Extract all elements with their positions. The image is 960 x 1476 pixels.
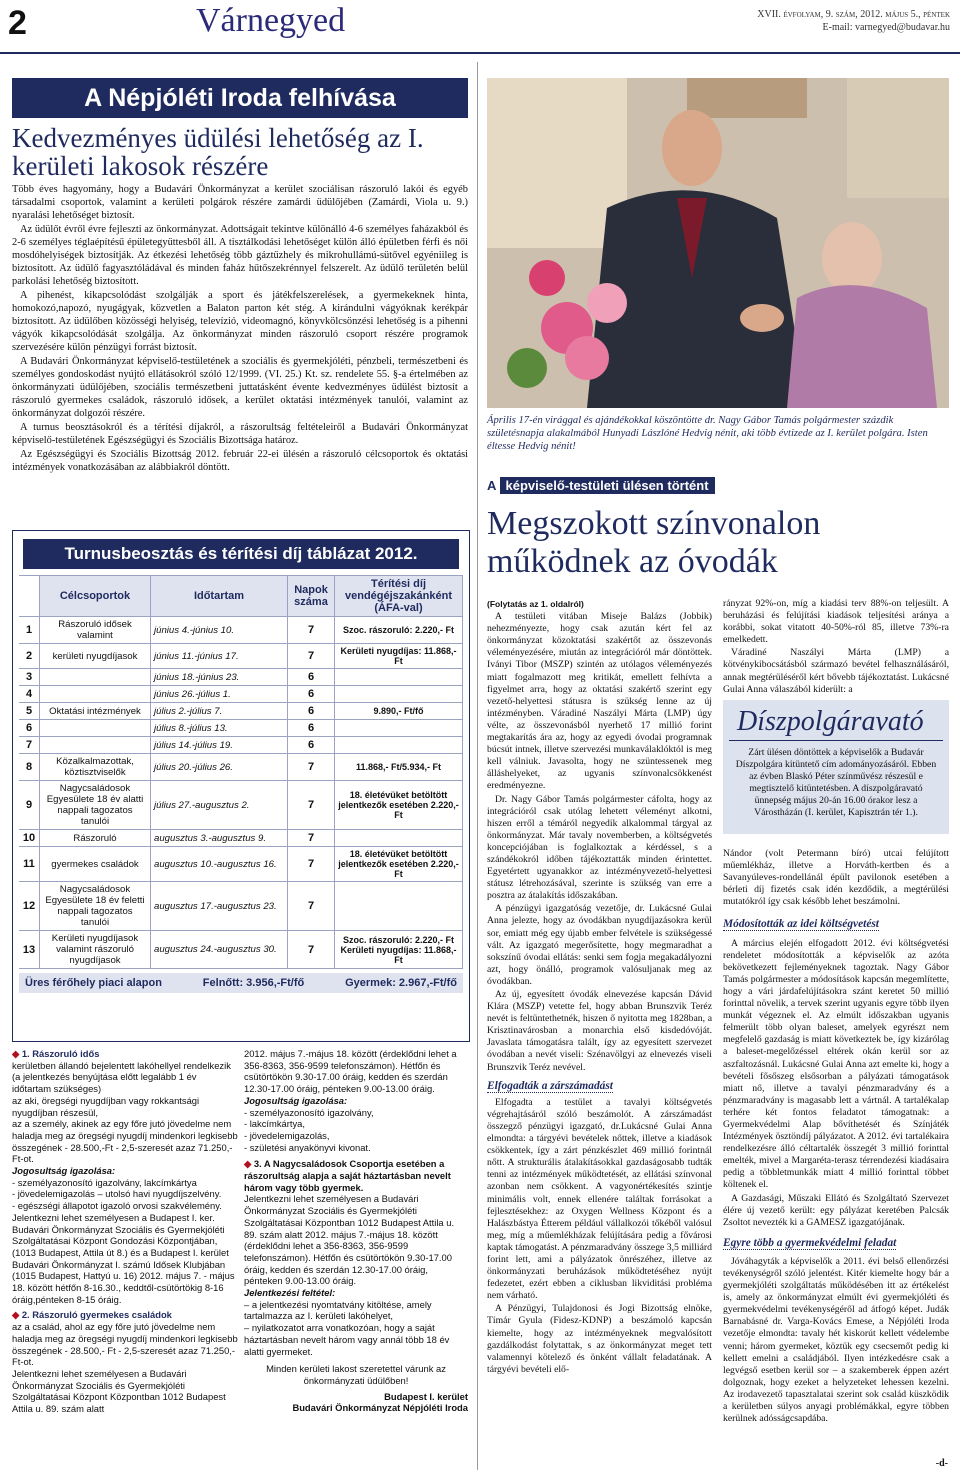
fee-table	[19, 575, 463, 969]
row-period: augusztus 24.-augusztus 30.	[151, 931, 288, 969]
list-item: kerületben állandó bejelentett lakóhellyel rendelkezik (a jelentkezés benyújtása előtt legalább 1 év időtartam szükséges)	[12, 1059, 231, 1095]
row-fee	[335, 737, 463, 754]
row-group	[40, 737, 151, 754]
row-days: 7	[288, 617, 335, 644]
row-number: 12	[19, 882, 40, 931]
list-item: - személyazonosító igazolvány,	[244, 1106, 374, 1118]
row-fee: 9.890,- Ft/fő	[335, 703, 463, 720]
row-fee	[335, 669, 463, 686]
list-item: 2012. május 7.-május 18. között (érdeklődni lehet a 356-8363, 356-9599 telefonszámon). Hétfőn és csütörtökön 9.30-17.00 óráig, kedden és szerdán 12.30-17.00 óráig, pénteken 9.00-13.00 óráig.	[244, 1048, 457, 1095]
col-header: Térítési díj vendégéjszakánként (ÁFA-val)	[335, 576, 463, 617]
row-number: 11	[19, 847, 40, 882]
row-days: 7	[288, 882, 335, 931]
kicker-text: képviselő-testületi ülésen történt	[500, 477, 715, 494]
list-item: Jelentkezni lehet személyesen a Budapest I. ker. Budavári Önkormányzat Szociális és Gyermekjóléti Szolgáltatásai Központ Gondozási Központjában, (1013 Budapest, Attila út 8.) és a Budapest I. kerület Budavári Önkormányzat I. számú Idősek Klubjában (1015 Budapest, Hattyú u. 16) 2012. május 7. - május 18. között hétfőn 8-16.30., keddtől-csütörtökig 8-16 óráig,pénteken 8-15 óráig.	[12, 1211, 235, 1305]
row-number: 10	[19, 830, 40, 847]
email-line: E-mail: varnegyed@budavar.hu	[822, 22, 950, 33]
list-item: – nyilatkozatot arra vonatkozóan, hogy a saját háztartásban nevelt három vagy annál több 18 év alatti gyermeket.	[244, 1322, 450, 1357]
right-col-1	[487, 598, 712, 1377]
kicker	[487, 478, 949, 493]
table-row	[19, 931, 463, 969]
table-row	[19, 830, 463, 847]
table-footer	[19, 973, 463, 993]
column-divider	[477, 62, 478, 1470]
row-number: 8	[19, 754, 40, 781]
row-period: július 27.-augusztus 2.	[151, 781, 288, 830]
honorary-citizen-box	[723, 700, 949, 834]
footer-adult: Felnőtt: 3.956,-Ft/fő	[202, 977, 305, 989]
table-row	[19, 686, 463, 703]
end-mark: -d-	[935, 1458, 948, 1469]
paragraph: A pénzügyi igazgatóság vezetője, dr. Lukácsné Gulai Anna jelezte, hogy az óvodákban nyugdíjazásokra kerül sor, emiatt még egy újabb ember felvétele is szükségessé vált. Az igazgató megerősítette, hogy megmaradhat a sokszínű óvodai ellátás: senki sem fogja megakadályozni azt, hogy önálló, programok valósuljanak meg az óvodákban.	[487, 903, 712, 987]
paragraph: rányzat 92%-on, míg a kiadási terv 88%-on teljesült. A beruházási és felújítási kiadások teljesítési aránya a korábbi, sokat vitatott 40-50%-ról 85, illetve 73%-ra emelkedett.	[723, 598, 949, 646]
row-fee: Kerületi nyugdíjas: 11.868,- Ft	[335, 644, 463, 669]
kicker-prefix: A	[487, 478, 496, 493]
right-col-2b	[723, 848, 949, 1426]
table-row	[19, 847, 463, 882]
right-article-title: Megszokott színvonalon működnek az óvodák	[487, 505, 821, 580]
diamond-icon: ◆	[12, 1309, 22, 1321]
issue-info	[757, 8, 950, 34]
row-fee	[335, 686, 463, 703]
row-period: augusztus 17.-augusztus 23.	[151, 882, 288, 931]
box-title: Díszpolgáravató	[729, 700, 943, 741]
paragraph: Az új, egyesített óvodák elnevezése kapcsán Dávid Klára (MSZP) vetette fel, hogy abban Brunszvik Teréz nevét is feltüntethetnék, hiszen ő nyitotta meg 1828ban, a Krisztinavárosban a monarchia első kisdedóvóját. Javaslata támogatásra talált, így az egyesített szervezet óvodában a nevét viseli: Szénavölgyi az elnevezés viseli Brunszvik Teréz nevével.	[487, 989, 712, 1073]
table-row	[19, 754, 463, 781]
diamond-icon: ◆	[12, 1048, 22, 1059]
continuation-note: (Folytatás az 1. oldalról)	[487, 599, 584, 609]
paragraph: A turnus beosztásokról és a térítési díjakról, a rászorultság feltételeiről a Budavári Önkormányzat képviselő-testületének Egészségügyi és Szociális Bizottsága határoz.	[12, 422, 468, 446]
diamond-icon: ◆	[244, 1158, 254, 1170]
row-period: június 26.-július 1.	[151, 686, 288, 703]
row-days: 6	[288, 703, 335, 720]
row-fee: 11.868,- Ft/5.934,- Ft	[335, 754, 463, 781]
paragraph: Jóváhagyták a képviselők a 2011. évi belső ellenőrzési tevékenységről szóló jelentést. Kitér kiemelte hogy bár a gyermekjóléti szolgáltatás működésében itt az értékelést is, amely az önkormányzat elmúlt évi gyermekjóléti és gyermekvédelmi tevékenységéről ad átfogó képet. Judák Barnabásné dr. Varga-Kovács Emese, a Népjóléti Iroda vezetője elmondta: tavaly hét kiskorút kellett védelembe venni; három gyermeket, köztük egy csecsemőt pedig ki kellett emelni a családjából. Ilyen intézkedésre csak a legvégső esetben kerül sor – a szakemberek éppen azért dolgoznak, hogy ezeket a helyzeteket lehessen kezelni. Az irodavezető tapasztalatai szerint sok család küszködik a kerületben súlyos anyagi problémákkal, egyre többen kerülnek adósságcsapdába.	[723, 1255, 949, 1425]
right-col-2	[723, 598, 949, 697]
footer-label: Üres férőhely piaci alapon	[25, 977, 162, 989]
paragraph: Az Egészségügyi és Szociális Bizottság 2012. február 22-ei ülésén a rászoruló célcsoportok és oktatási intézmények vonatkozásában az alábbiakról döntött.	[12, 449, 468, 473]
row-group: Nagycsaládosok Egyesülete 18 év feletti nappali tagozatos tanulói	[40, 882, 151, 931]
row-number: 1	[19, 617, 40, 644]
row-group: gyermekes családok	[40, 847, 151, 882]
row-period: július 14.-július 19.	[151, 737, 288, 754]
table-row	[19, 720, 463, 737]
row-days: 7	[288, 754, 335, 781]
paper-name: Várnegyed	[196, 2, 346, 39]
row-period: augusztus 10.-augusztus 16.	[151, 847, 288, 882]
paragraph: Több éves hagyomány, hogy a Budavári Önkormányzat a kerület szociálisan rászoruló lakói és egyéb társadalmi csoportok, valamint a kerületi polgárok részére zamárdi üdülőjében (Zamárdi, Viola u. 9.) nyaralási lehetőséget biztosít.	[12, 184, 468, 221]
row-group: Rászoruló	[40, 830, 151, 847]
row-days: 6	[288, 686, 335, 703]
row-group: kerületi nyugdíjasok	[40, 644, 151, 669]
subheading: Jogosultság igazolása:	[12, 1165, 116, 1177]
table-row	[19, 644, 463, 669]
table-row	[19, 737, 463, 754]
section-heading: ◆ 3. A Nagycsaládosok Csoportja esetében a rászorultság alapja a saját háztartásban nevelt három vagy több gyermek.	[244, 1158, 451, 1193]
row-period: június 4.-június 10.	[151, 617, 288, 644]
row-fee: 18. életévüket betöltött jelentkezők esetében 2.220,- Ft	[335, 847, 463, 882]
col-header: Célcsoportok	[40, 576, 151, 617]
list-item: Jelentkezni lehet személyesen a Budavári Önkormányzat Szociális és Gyermekjóléti Szolgáltatásai Központban 1012 Budapest Attila u. 89. szám alatt 2012. május 7.-május 18. között (érdeklődni lehet a 356-8363, 356-9599 telefonszámon). Hétfőn és csütörtökön 9.30-17.00 óráig, kedden és szerdán 12.30-17.00 óráig, pénteken 9.00-13.00 óráig.	[244, 1193, 455, 1287]
paragraph: A pihenést, kikapcsolódást szolgálják a sport és játékfelszerelések, a gyermekeknek hinta, homokozó,napozó, nyugágyak, közvetlen a Balaton parton két stég. A kirándulni vágyóknak kerékpár biztosított. Az üdülőben közösségi helyiség, televízió, videomagnó, könyvkölcsönzési lehetőség is a pihenni vágyók kikapcsolódását szolgálja. Az önkormányzat minden rászoruló csoport részére programok szervezésére külön pénzügyi forrást biztosít.	[12, 290, 468, 353]
row-number: 13	[19, 931, 40, 969]
row-group: Rászoruló idősek valamint	[40, 617, 151, 644]
list-item: az a család, ahol az egy főre jutó jövedelme nem haladja meg az öregségi nyugdíj mindenkori legkisebb összegének - 28.500,- Ft - 2,5-szeresét azaz 71.250,-Ft-ot.	[12, 1321, 238, 1368]
list-item: - egészségi állapotot igazoló orvosi szakvélemény.	[12, 1200, 222, 1212]
row-number: 3	[19, 669, 40, 686]
eligibility-col-2	[244, 1048, 468, 1414]
row-days: 7	[288, 644, 335, 669]
row-group	[40, 720, 151, 737]
paragraph: Váradiné Naszályi Márta (LMP) a kötvénykibocsátásból származó bevétel felhasználásáról, annak megtérüléséről kért bővebb tájékoztatást. Lukácsné Gulai Anna válaszából kiderült: a	[723, 647, 949, 695]
row-number: 6	[19, 720, 40, 737]
signature-office: Budavári Önkormányzat Népjóléti Iroda	[292, 1402, 468, 1414]
row-period: július 8.-július 13.	[151, 720, 288, 737]
issue-line: XVII. évfolyam, 9. szám, 2012. május 5., péntek	[757, 9, 950, 20]
paragraph: A Budavári Önkormányzat képviselő-testületének a szociális és gyermekjóléti, pénzbeli, természetbeni és személyes gondoskodást nyújtó ellátásokról szóló 12/1999. (VI. 25.) Kt. sz. rendelete 55. §-a értelmében az önkormányzati üdülőjében, szociális természetbeni juttatásként évente kedvezményes üdülést biztosít a rászoruló gyermekes családok, rászoruló idősek, a kerület oktatási intézmények tanulói, valamint az önkormányzat dolgozói részére.	[12, 356, 468, 419]
row-fee: Szoc. rászoruló: 2.220,- Ft	[335, 617, 463, 644]
paragraph: A testületi vitában Miseje Balázs (Jobbik) nehezményezte, hogy csak azután kért fel az önkormányzat közoktatási szakértőt az összevonás véleményezésére, miután az integrációról már döntöttek. Iványi Tibor (MSZP) szintén az utólagos véleményezés miatt fogalmazott meg kritikát, emellett felhívta a figyelmet arra, hogy az oktatási szakértő szerint egy vezető-helyettesi státusra is szükség lenne az új intézményben. Váradiné Naszályi Márta (LMP) úgy vélte, az összevonásból nyerhető 17 millió forint megtakarítás ára az, hogy az egyedi óvodai programnak búcsút intnek, illetve szervezési munkaválaklóktól is meg kell válniuk. Javasolta, hogy ne szüntessenek meg álláshelyeket, az ugyanis színvonalcsökkenést eredményezne.	[487, 611, 712, 792]
list-item: az a személy, akinek az egy főre jutó jövedelme nem haladja meg az öregségi nyugdíj mindenkori legkisebb összegének - 28.500,-Ft - 2,5-szeresét azaz 71.250,-Ft-ot.	[12, 1118, 238, 1165]
paragraph: Az üdülőt évről évre fejleszti az önkormányzat. Adottságait tekintve különálló 4-6 személyes faházakból és 2-6 személyes téglaépítésű épületegyüttesből áll. A tisztálkodási lehetőséget külön álló épületben férfi és női mosdóhelyiségek biztosítják. Az étkezési lehetőség több gáztűzhely és mikrohullámú-sütővel egyéniileg is biztosított. Az üdülő fagyasztóládával és minden faház hűtőszekrénnyel felszerelt. Az üdülő területén belül parkolási lehetőség biztosított.	[12, 224, 468, 287]
eligibility-col-1	[12, 1048, 238, 1415]
list-item: - jövedelemigazolás – utolsó havi nyugdíjszelvény.	[12, 1188, 222, 1200]
table-banner: Turnusbeosztás és térítési díj táblázat 2012.	[23, 539, 459, 569]
list-item: Minden kerületi lakost szeretettel várunk az önkormányzati üdülőben!	[266, 1363, 446, 1386]
row-days: 6	[288, 720, 335, 737]
subheading: Jogosultság igazolása:	[244, 1094, 348, 1106]
row-number: 2	[19, 644, 40, 669]
row-days: 6	[288, 669, 335, 686]
subheading: Jelentkezési feltétel:	[244, 1287, 336, 1299]
col-header: Napok száma	[288, 576, 335, 617]
photo-caption: Április 17-én virággal és ajándékokkal köszöntötte dr. Nagy Gábor Tamás polgármester százdik születésnapja alakalmából Hunyadi Lászlóné Hedvig nénit, aki több évtizede az I. kerület polgára. Isten éltesse Hedvig nénit!	[487, 415, 928, 452]
photo-illustration	[487, 78, 949, 408]
row-fee: 18. életévüket betöltött jelentkezők esetében 2.220,- Ft	[335, 781, 463, 830]
row-fee	[335, 882, 463, 931]
section-heading: ◆ 1. Rászoruló idős	[12, 1048, 100, 1059]
fee-table-box	[12, 530, 470, 1042]
table-row	[19, 781, 463, 830]
paragraph: A Gazdasági, Műszaki Ellátó és Szolgáltató Szervezet élére új vezető került: egy pályázat keretében Palcsák Zsoltot nevezték ki a GAMESZ igazgatójának.	[723, 1192, 949, 1228]
paragraph: A Pénzügyi, Tulajdonosi és Jogi Bizottság elnöke, Tímár Gyula (Fidesz-KDNP) a beszámoló kapcsán kiemelte, hogy az intézményeknek megvalósított gazdálkodást folytattak, s az önkormányzat meget tett valamennyi kötelező és önként vállalt feladatának. A tárgyévi bevételi elő-	[487, 1303, 712, 1375]
list-item: - születési anyakönyvi kivonat.	[244, 1141, 371, 1153]
ceremony-photo	[487, 78, 949, 408]
header-rule	[0, 52, 960, 54]
subhead: Módosították az idei költségvetést	[723, 918, 879, 931]
row-group	[40, 686, 151, 703]
row-days: 7	[288, 830, 335, 847]
article-body	[12, 183, 468, 475]
row-period: június 18.-június 23.	[151, 669, 288, 686]
row-number: 5	[19, 703, 40, 720]
section-heading: ◆ 2. Rászoruló gyermekes családok	[12, 1309, 172, 1321]
article-title: Kedvezményes üdülési lehetőség az I. kerületi lakosok részére	[12, 123, 424, 181]
row-days: 6	[288, 737, 335, 754]
row-number: 4	[19, 686, 40, 703]
row-group: Kerületi nyugdíjasok valamint rászoruló nyugdíjasok	[40, 931, 151, 969]
row-group	[40, 669, 151, 686]
row-group: Nagycsaládosok Egyesülete 18 év alatti nappali tagozatos tanulói	[40, 781, 151, 830]
paragraph: Dr. Nagy Gábor Tamás polgármester cáfolta, hogy az integrációról csak utólag lehetett véleményt alkotni, hiszen erről a témáról negyedik alkalommal tárgyal az önkormányzat. Már tavaly novemberben, a költségvetés koncepciójában is foglalkoztak a kérdéssel, s a szándékokról időben tájékoztatták minden érintettet. Egyetértett ugyanakkor az intézményvezető-helyettesi státusz létrehozásával, szerinte is szükség van erre a posztra az átalakítás időszakában.	[487, 793, 712, 902]
row-group: Közalkalmazottak, köztisztviselők	[40, 754, 151, 781]
table-row	[19, 617, 463, 644]
row-period: július 20.-július 26.	[151, 754, 288, 781]
footer-child: Gyermek: 2.967,-Ft/fő	[345, 977, 457, 989]
list-item: - jövedelemigazolás,	[244, 1129, 330, 1141]
list-item: Jelentkezni lehet személyesen a Budavári Önkormányzat Szociális és Gyermekjóléti Szolgáltatásai Központ Központban 1012 Budapest Attila u. 89. szám alatt	[12, 1367, 226, 1415]
table-row	[19, 669, 463, 686]
paragraph: Nándor (volt Petermann bíró) utcai felújított műemlékház, illetve a Horváth-kertben és a Savanyúleves-rondellánál épült pavilonok esetében a bérleti díj fizetés csak idén kezdődik, a megtérülési mutatókról így csak később lehet beszámolni.	[723, 848, 949, 908]
subhead: Elfogadták a zárszámadást	[487, 1079, 613, 1092]
table-row	[19, 703, 463, 720]
table-row	[19, 882, 463, 931]
row-number: 9	[19, 781, 40, 830]
row-period: július 2.-július 7.	[151, 703, 288, 720]
row-group: Oktatási intézmények	[40, 703, 151, 720]
paragraph: A március elején elfogadott 2012. évi költségvetési rendeletet módosították a képviselők az azóta bekövetkezett fejleményeknek tagoztak. Nagy Gábor Tamás polgármester a módosítások kapcsán megemlítette, hogy a vári járdafelújításokra szánt keretet 50 millió forinttal növelik, a tervek szerint ugyanis egyre több ilyen munkát végeznek el. Az elmúlt időszakban ugyanis felmerült több olyan baleset, amelyek egyrészt nem megfelelő gazdaság is miatt következtek be, így kizárólag a baleset-megelőzéssel eltérek okán kerül sor az aszfaltozásnál. Lukácsné Gulai Anna azt emelte ki, hogy a bevételi fősőszeg elsősorban a pályázati támogatások miatt nő, illetve a tavalyi pénzmaradvány és a pénzmaradvány is magasabb lett a vártnál. A tartalékalap terhére két fontos feladatot támogatnak: a Gyermekvédelmi Alap bővíthetését és Színjáték Intézmények ösztöndíj pályázatot. A 2012. évi tartalékaira rendelkezésre álló céltartalék összegét 3 millió forinttal emelték, mivel a Margaréta-terasz térrendezési kiadásaira pedig a többletmunkák miatt 4 millió forinttal többet költenek el.	[723, 937, 949, 1191]
row-number: 7	[19, 737, 40, 754]
article-banner: A Népjóléti Iroda felhívása	[12, 78, 468, 118]
row-fee	[335, 720, 463, 737]
row-fee: Szoc. rászoruló: 2.220,- Ft Kerületi nyugdíjas: 11.868,- Ft	[335, 931, 463, 969]
list-item: - személyazonosító igazolvány, lakcímkártya	[12, 1176, 197, 1188]
box-text: Zárt ülésen döntöttek a képviselők a Budavár Díszpolgára kitüntető cím adományozásáról. Ebben az évben Blaskó Péter színművész részesül e megtisztelő kitüntetésben. A díszpolgáravató ünnepség május 20-án 16.00 órakor lesz a Várostházán (I. kerület, Kapisztrán tér 1.).	[735, 747, 937, 819]
row-fee	[335, 830, 463, 847]
row-period: június 11.-június 17.	[151, 644, 288, 669]
list-item: – a jelentkezési nyomtatvány kitöltése, amely tartalmazza az I. kerületi lakóhelyet,	[244, 1298, 432, 1322]
col-header: Időtartam	[151, 576, 288, 617]
row-days: 7	[288, 847, 335, 882]
row-period: augusztus 3.-augusztus 9.	[151, 830, 288, 847]
paragraph: Elfogadta a testület a tavalyi költségvetés végrehajtásáról szóló beszámolót. A zárszámadást összegző pénzügyi igazgató, dr.Lukácsné Gulai Anna elmondta: a tárgyévi bevételek nőttek, illetve a kiadások csökkentek, így a zárt pénzkészlet 469 millió forintnál nőtt. A strukturális átalakításokkal gazdaságosabb tudták tenni az intézmények működtetését, az ellátási színvonal azonban nem csökkent. A vagyonértékesítés szintje minimális volt, ennek ellenére találtak forrásokat a fejlesztésekhez: az Oxygen Wellness Központ és a Halászbástya Étterem például vállalkozói tőkéből valósul meg, míg a műemlékházak felújítására pedig a fővárosi kaptak támogatást. A pénzmaradvány összege 3,5 milliárd forint lett, ami a pályázatok önrészéhez, illetve az önkormányzati beruházások működtetéséhez nyújt fedezetet, ezért ebben a ciklusban likviditási probléma nem várható.	[487, 1096, 712, 1302]
row-days: 7	[288, 781, 335, 830]
subhead: Egyre több a gyermekvédelmi feladat	[723, 1236, 897, 1249]
page-number: 2	[8, 4, 27, 42]
list-item: az aki, öregségi nyugdíjban vagy rokkantsági nyugdíjban részesül,	[12, 1094, 200, 1118]
row-days: 7	[288, 931, 335, 969]
signature-place: Budapest I. kerület	[384, 1390, 468, 1402]
list-item: - lakcímkártya,	[244, 1118, 305, 1130]
